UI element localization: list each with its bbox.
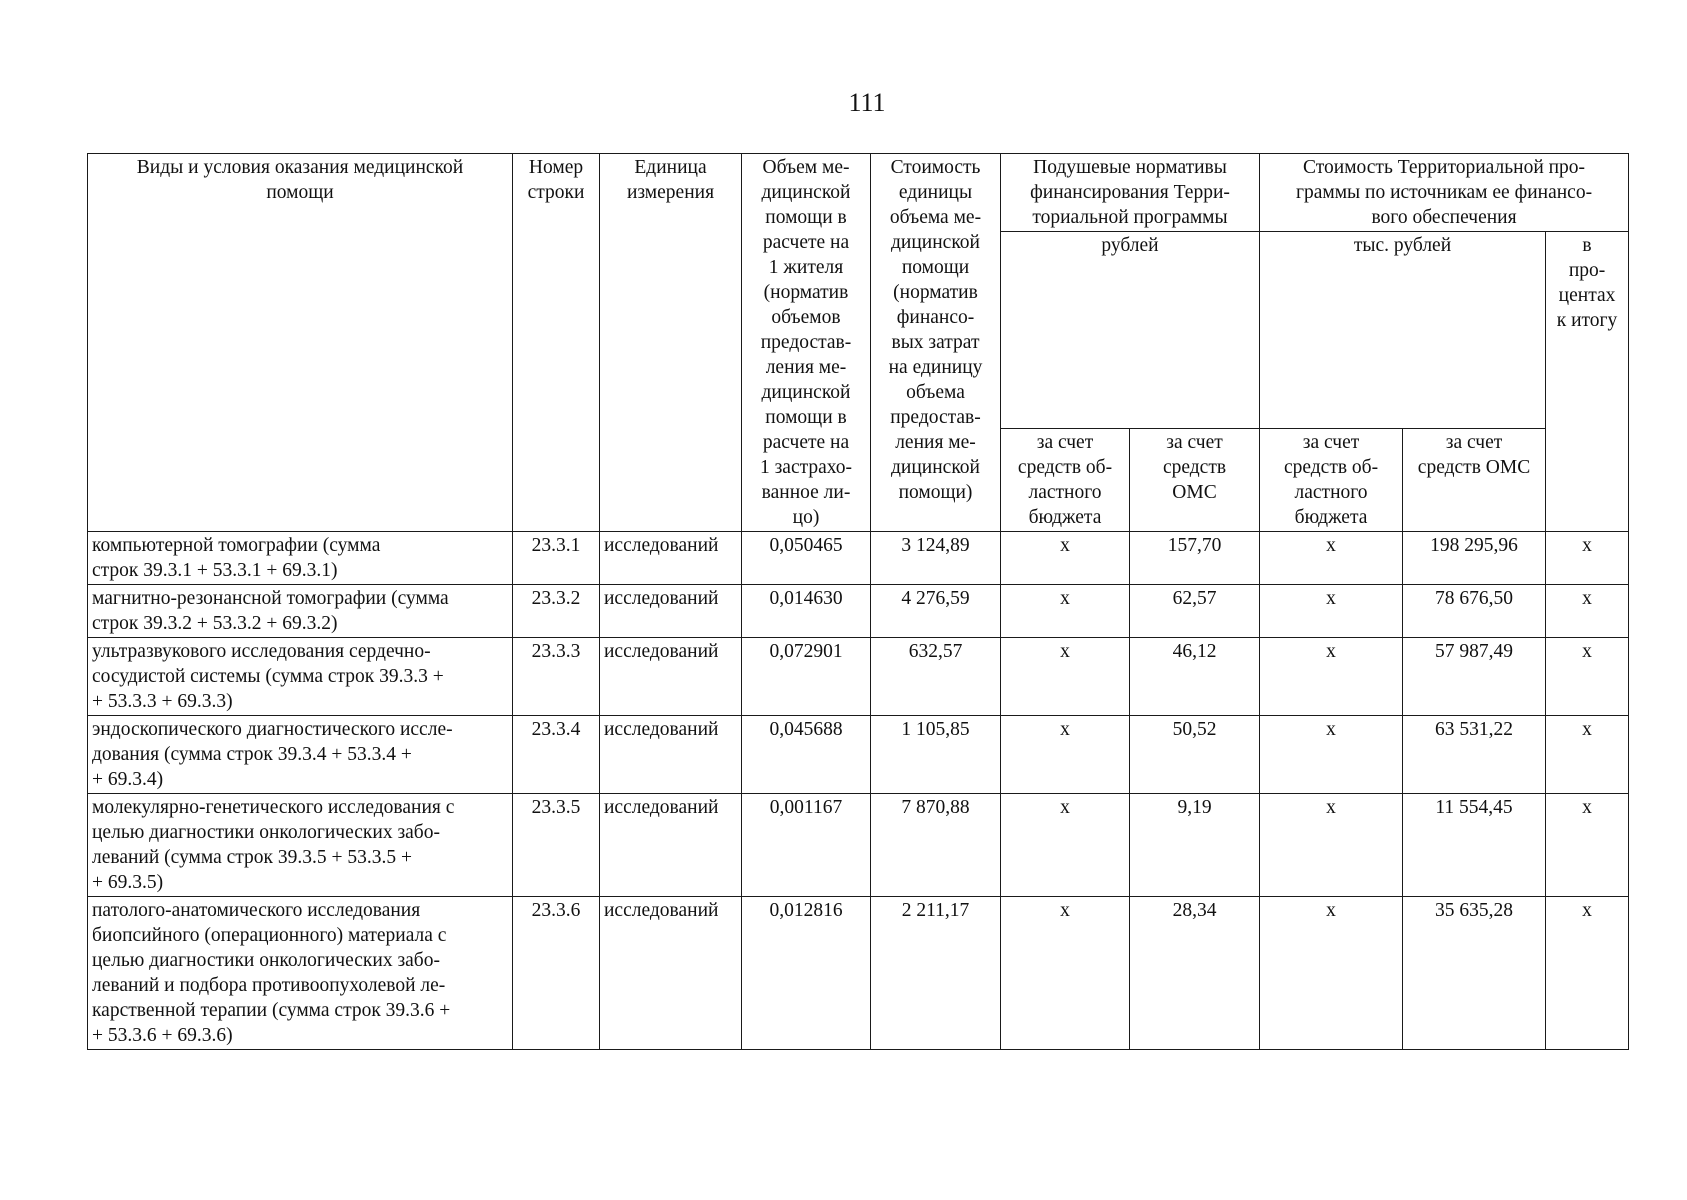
header-volume: Объем ме- дицинской помощи в расчете на 1 жителя (норматив объемов предостав- ления ме- дицинской помощи в расчете на 1 застрахо- ванное ли- цо) [742, 154, 871, 532]
service-name: ультразвукового исследования сердечно- сосудистой системы (сумма строк 39.3.3 + + 53.3.3 + 69.3.3) [88, 638, 513, 716]
pc-regional: х [1001, 638, 1130, 716]
header-unit-cost: Стоимость единицы объема ме- дицинской помощи (норматив финансо- вых затрат на единицу объема предостав- ления ме- дицинской помощи) [871, 154, 1001, 532]
header-pc-regional-budget: за счет средств об- ластного бюджета [1001, 429, 1130, 532]
service-name: компьютерной томографии (сумма строк 39.3.1 + 53.3.1 + 69.3.1) [88, 532, 513, 585]
total-oms: 57 987,49 [1403, 638, 1546, 716]
total-oms: 35 635,28 [1403, 897, 1546, 1050]
service-name: эндоскопического диагностического иссле- дования (сумма строк 39.3.4 + 53.3.4 + + 69.3.4) [88, 716, 513, 794]
unit-cost: 3 124,89 [871, 532, 1001, 585]
total-regional: х [1260, 897, 1403, 1050]
percent: х [1546, 532, 1629, 585]
pc-regional: х [1001, 716, 1130, 794]
service-name: патолого-анатомического исследования биопсийного (операционного) материала с целью диагностики онкологических забо- леваний и подбора противоопухолевой ле- карственной терапии (сумма строк 39.3.6 + + 53.3.6 + 69.3.6) [88, 897, 513, 1050]
service-name: магнитно-резонансной томографии (сумма строк 39.3.2 + 53.3.2 + 69.3.2) [88, 585, 513, 638]
header-service-type: Виды и условия оказания медицинской помощи [88, 154, 513, 532]
volume: 0,001167 [742, 794, 871, 897]
pc-regional: х [1001, 794, 1130, 897]
pc-regional: х [1001, 585, 1130, 638]
percent: х [1546, 794, 1629, 897]
service-name: молекулярно-генетического исследования с целью диагностики онкологических забо- леваний (сумма строк 39.3.5 + 53.3.5 + + 69.3.5) [88, 794, 513, 897]
percent: х [1546, 716, 1629, 794]
volume: 0,014630 [742, 585, 871, 638]
header-total-regional-budget: за счет средств об- ластного бюджета [1260, 429, 1403, 532]
header-per-capita-norms: Подушевые нормативы финансирования Терри- ториальной программы [1001, 154, 1260, 232]
total-regional: х [1260, 585, 1403, 638]
volume: 0,072901 [742, 638, 871, 716]
percent: х [1546, 585, 1629, 638]
header-row-number: Номер строки [513, 154, 600, 532]
total-oms: 11 554,45 [1403, 794, 1546, 897]
total-regional: х [1260, 638, 1403, 716]
table-row [88, 794, 1629, 897]
unit: исследований [600, 638, 742, 716]
unit-cost: 4 276,59 [871, 585, 1001, 638]
table-row [88, 638, 1629, 716]
unit-cost: 2 211,17 [871, 897, 1001, 1050]
percent: х [1546, 897, 1629, 1050]
row-number: 23.3.4 [513, 716, 600, 794]
pc-oms: 62,57 [1130, 585, 1260, 638]
volume: 0,012816 [742, 897, 871, 1050]
header-unit: Единица измерения [600, 154, 742, 532]
row-number: 23.3.1 [513, 532, 600, 585]
pc-oms: 28,34 [1130, 897, 1260, 1050]
header-unit-rubles: рублей [1001, 232, 1260, 429]
percent: х [1546, 638, 1629, 716]
pc-oms: 46,12 [1130, 638, 1260, 716]
row-number: 23.3.5 [513, 794, 600, 897]
pc-regional: х [1001, 532, 1130, 585]
table-row [88, 897, 1629, 1050]
table-row [88, 716, 1629, 794]
pc-oms: 50,52 [1130, 716, 1260, 794]
pc-oms: 157,70 [1130, 532, 1260, 585]
total-regional: х [1260, 794, 1403, 897]
header-pc-oms: за счет средств ОМС [1130, 429, 1260, 532]
row-number: 23.3.3 [513, 638, 600, 716]
total-oms: 78 676,50 [1403, 585, 1546, 638]
header-program-cost: Стоимость Территориальной про- граммы по источникам ее финансо- вого обеспечения [1260, 154, 1629, 232]
unit-cost: 7 870,88 [871, 794, 1001, 897]
unit-cost: 632,57 [871, 638, 1001, 716]
page-number: 111 [848, 88, 886, 117]
unit: исследований [600, 716, 742, 794]
total-regional: х [1260, 716, 1403, 794]
total-oms: 63 531,22 [1403, 716, 1546, 794]
row-number: 23.3.6 [513, 897, 600, 1050]
pc-oms: 9,19 [1130, 794, 1260, 897]
volume: 0,050465 [742, 532, 871, 585]
header-total-oms: за счет средств ОМС [1403, 429, 1546, 532]
volume: 0,045688 [742, 716, 871, 794]
header-row-1 [88, 154, 1629, 232]
row-number: 23.3.2 [513, 585, 600, 638]
unit: исследований [600, 897, 742, 1050]
unit-cost: 1 105,85 [871, 716, 1001, 794]
total-regional: х [1260, 532, 1403, 585]
table-row [88, 585, 1629, 638]
header-unit-thousand-rubles: тыс. рублей [1260, 232, 1546, 429]
unit: исследований [600, 532, 742, 585]
total-oms: 198 295,96 [1403, 532, 1546, 585]
unit: исследований [600, 794, 742, 897]
pc-regional: х [1001, 897, 1130, 1050]
financing-table [87, 153, 1629, 1050]
header-percent-of-total: в про- центах к итогу [1546, 232, 1629, 532]
table-row [88, 532, 1629, 585]
unit: исследований [600, 585, 742, 638]
